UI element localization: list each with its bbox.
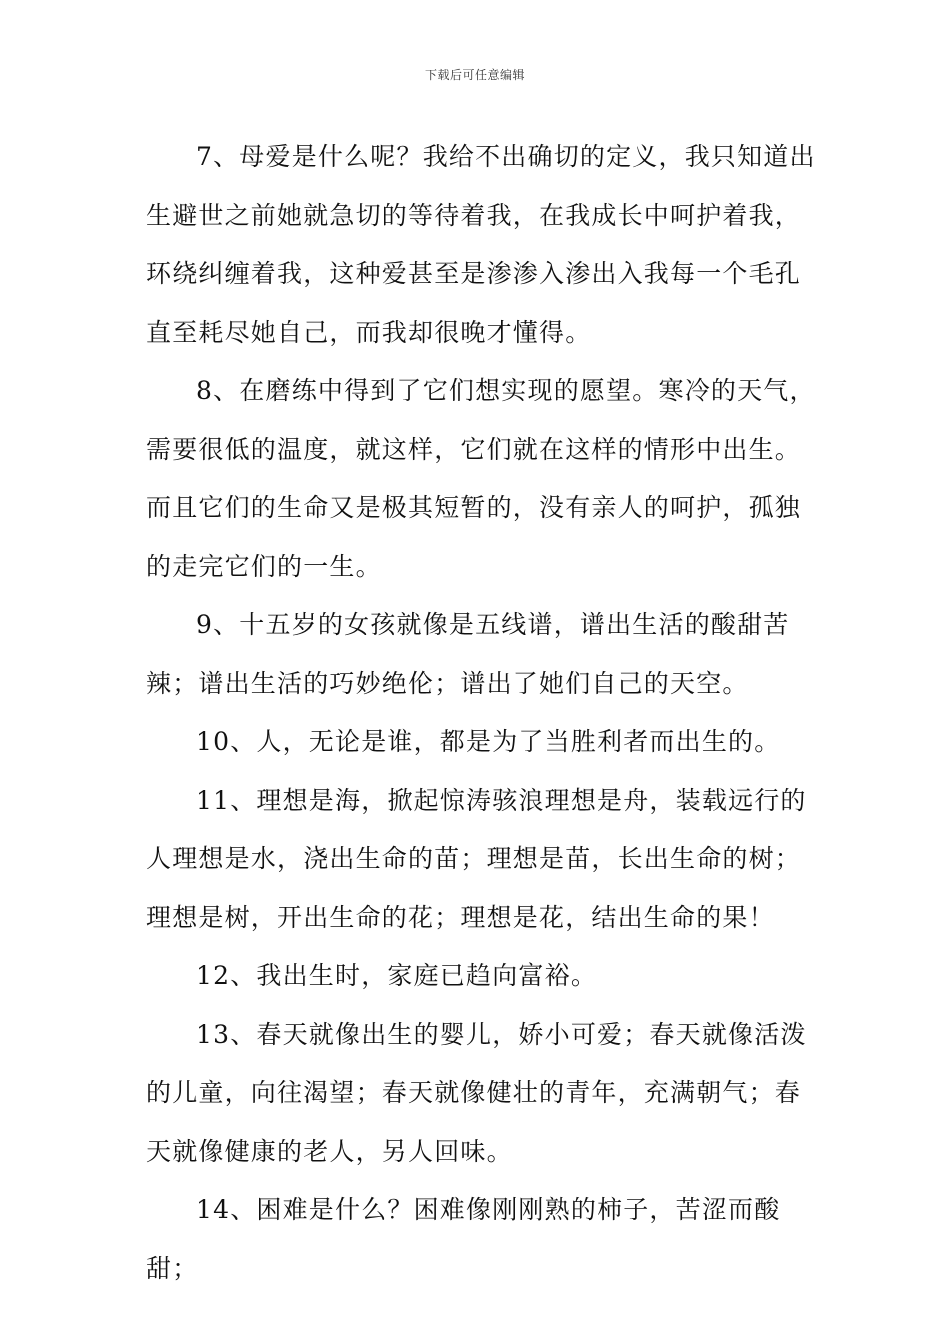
paragraph-10: 10、人，无论是谁，都是为了当胜利者而出生的。 xyxy=(196,727,781,756)
paragraph-14: 14、困难是什么？困难像刚刚熟的柿子，苦涩而酸甜； xyxy=(146,1195,781,1283)
paragraph-7: 7、母爱是什么呢？我给不出确切的定义，我只知道出生避世之前她就急切的等待着我，在我成长中呵护着我，环绕纠缠着我，这种爱甚至是渗渗入渗出入我每一个毛孔直至耗尽她自己，而我却很晚才懂得。 xyxy=(146,142,816,347)
page-header: 下载后可任意编辑 xyxy=(424,68,525,82)
paragraph-11: 11、理想是海，掀起惊涛骇浪理想是舟，装载远行的人理想是水，浇出生命的苗；理想是苗，长出生命的树；理想是树，开出生命的花；理想是花，结出生命的果！ xyxy=(146,785,807,932)
paragraph-8: 8、在磨练中得到了它们想实现的愿望。寒冷的天气，需要很低的温度，就这样，它们就在这样的情形中出生。而且它们的生命又是极其短暂的，没有亲人的呵护，孤独的走完它们的一生。 xyxy=(146,376,816,581)
paragraph-13: 13、春天就像出生的婴儿，娇小可爱；春天就像活泼的儿童，向往渴望；春天就像健壮的青年，充满朝气；春天就像健康的老人，另人回味。 xyxy=(146,1019,807,1166)
paragraph-9: 9、十五岁的女孩就像是五线谱，谱出生活的酸甜苦辣；谱出生活的巧妙绝伦；谱出了她们自己的天空。 xyxy=(146,610,790,698)
document-body xyxy=(146,128,826,1298)
paragraph-12: 12、我出生时，家庭已趋向富裕。 xyxy=(196,961,598,990)
